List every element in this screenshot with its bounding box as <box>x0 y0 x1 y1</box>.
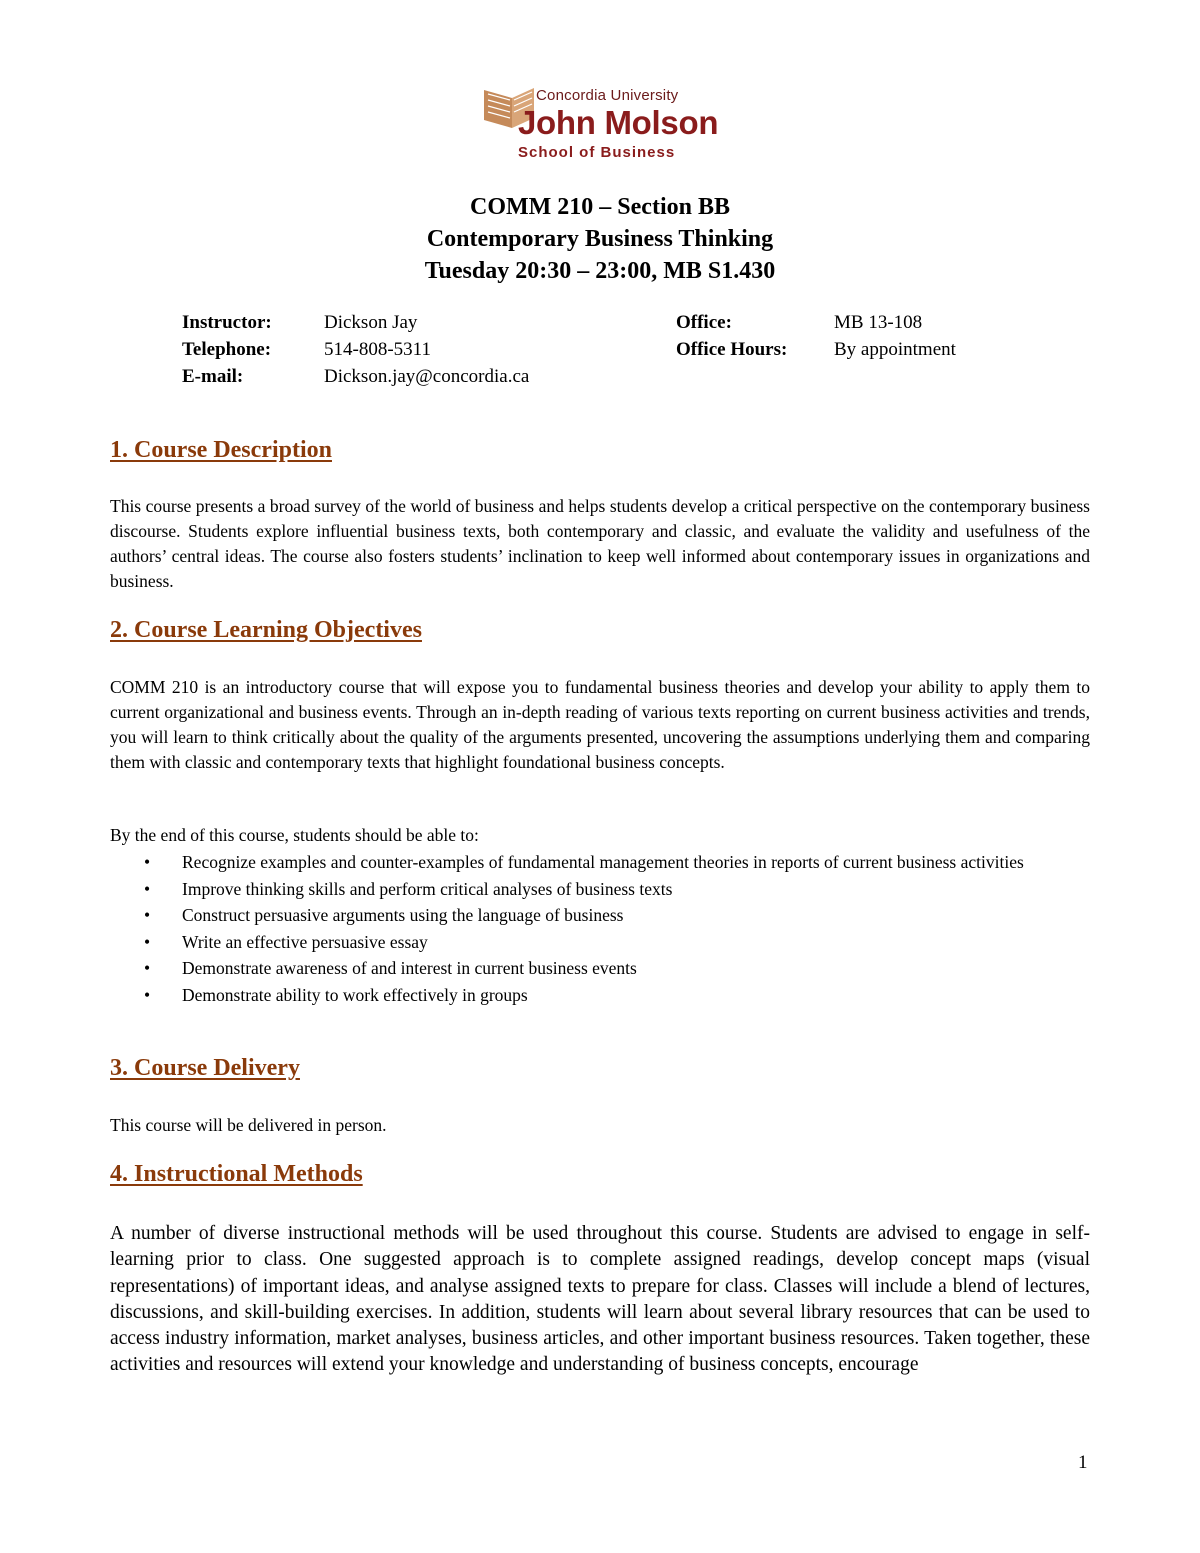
course-code: COMM 210 – Section BB <box>470 194 730 220</box>
telephone-label: Telephone: <box>182 339 272 360</box>
list-item <box>110 955 1090 982</box>
bullet-icon: • <box>144 852 151 872</box>
telephone-value: 514-808-5311 <box>324 339 431 360</box>
list-item-text: Demonstrate awareness of and interest in current business events <box>182 958 637 978</box>
section-heading-methods: 4. Instructional Methods <box>110 1161 363 1187</box>
methods-paragraph: A number of diverse instructional methods will be used throughout this course. Students are advised to engage in self-learning prior to class. One suggested approach is to complete assigned readings, develop concept maps (visual representations) of important ideas, and analyse assigned texts to prepare for class. Classes will include a blend of lectures, discussions, and skill-building exercises. In addition, students will learn about several library resources that can be used to access industry information, market analyses, business articles, and other important business resources. Taken together, these activities and resources will extend your knowledge and understanding of business concepts, encourage <box>110 1223 1090 1376</box>
list-item <box>110 849 1090 876</box>
list-item <box>110 929 1090 956</box>
bullet-icon: • <box>144 878 151 899</box>
contact-row <box>182 366 1002 393</box>
page-number: 1 <box>1078 1452 1088 1473</box>
objectives-lead: By the end of this course, students should be able to: <box>110 825 479 845</box>
logo-university-text: Concordia University <box>536 87 679 104</box>
contact-row <box>182 339 1002 366</box>
logo-school-text: School of Business <box>518 144 676 161</box>
bullet-icon: • <box>144 958 151 978</box>
list-item-text: Construct persuasive arguments using the language of business <box>182 905 624 925</box>
office-value: MB 13-108 <box>834 312 923 333</box>
course-name: Contemporary Business Thinking <box>426 226 774 252</box>
contact-info <box>182 312 1002 393</box>
delivery-paragraph: This course will be delivered in person. <box>110 1115 387 1135</box>
list-item-text: Write an effective persuasive essay <box>182 931 428 952</box>
logo-name-text: John Molson <box>518 104 719 141</box>
email-value: Dickson.jay@concordia.ca <box>324 366 530 387</box>
office-hours-label: Office Hours: <box>676 339 788 360</box>
description-paragraph: This course presents a broad survey of the world of business and helps students develop a critical perspective on the contemporary business discourse. Students explore influential business texts, both contemporary and classic, and evaluate the validity and usefulness of the authors’ central ideas. The course also fosters students’ inclination to keep well informed about contemporary issues in organizations and business. <box>110 496 1090 591</box>
email-label: E-mail: <box>182 366 244 387</box>
section-heading-delivery: 3. Course Delivery <box>110 1055 300 1081</box>
instructor-label: Instructor: <box>182 312 272 333</box>
section-heading-objectives: 2. Course Learning Objectives <box>110 617 422 643</box>
objectives-list <box>110 849 1090 1008</box>
list-item-text: Recognize examples and counter-examples of fundamental management theories in reports of current business activities <box>182 852 1024 872</box>
instructor-value: Dickson Jay <box>324 312 418 333</box>
bullet-icon: • <box>144 931 151 952</box>
office-label: Office: <box>676 312 732 333</box>
list-item <box>110 876 1090 903</box>
school-logo <box>482 84 722 166</box>
list-item <box>110 902 1090 929</box>
course-schedule: Tuesday 20:30 – 23:00, MB S1.430 <box>424 258 776 284</box>
office-hours-value: By appointment <box>834 339 956 360</box>
list-item-text: Demonstrate ability to work effectively in groups <box>182 984 528 1005</box>
contact-row <box>182 312 1002 339</box>
list-item-text: Improve thinking skills and perform critical analyses of business texts <box>182 878 673 899</box>
list-item <box>110 982 1090 1009</box>
bullet-icon: • <box>144 905 151 925</box>
objectives-paragraph: COMM 210 is an introductory course that will expose you to fundamental business theories and develop your ability to apply them to current organizational and business events. Through an in-depth reading of various texts reporting on current business activities and trends, you will learn to think critically about the quality of the arguments presented, uncovering the assumptions underlying them and comparing them with classic and contemporary texts that highlight foundational business concepts. <box>110 677 1090 772</box>
course-title-block <box>0 191 1200 287</box>
bullet-icon: • <box>144 984 151 1005</box>
section-heading-description: 1. Course Description <box>110 437 332 463</box>
